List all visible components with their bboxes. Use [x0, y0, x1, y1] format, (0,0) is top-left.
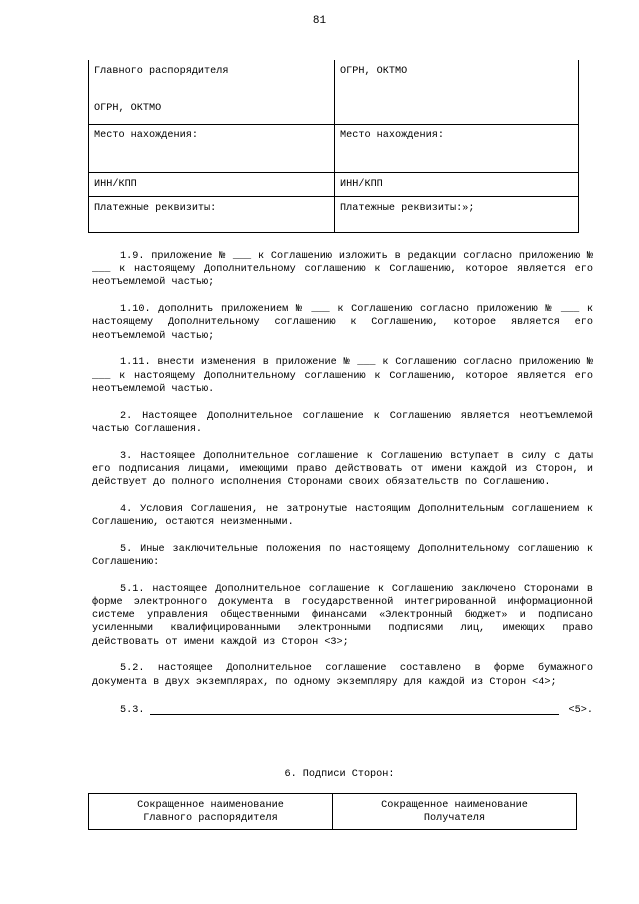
paragraph-5: 5. Иные заключительные положения по настоящему Дополнительному соглашению к Соглашению:	[92, 543, 593, 569]
signature-cell-right	[333, 794, 577, 830]
signatures-table	[88, 793, 577, 830]
table-row	[89, 124, 579, 172]
paragraph-4: 4. Условия Соглашения, не затронутые настоящим Дополнительным соглашением к Соглашению, остаются неизменными.	[92, 503, 593, 529]
requisites-cell-right	[335, 172, 579, 196]
requisites-right-ogrn: ОГРН, ОКТМО	[340, 66, 408, 77]
fill-in-line	[150, 702, 558, 715]
section-6-title: 6. Подписи Сторон:	[284, 769, 395, 780]
paragraph-5-3-footnote: <5>.	[568, 705, 593, 717]
requisites-cell-right	[335, 60, 579, 124]
signature-cell-left	[89, 794, 333, 830]
page-number: 81	[312, 15, 327, 27]
paragraph-1-11: 1.11. внести изменения в приложение № ___ к Соглашению согласно приложению № ___ к настоящему Дополнительному соглашению к Соглашению, которое является его неотъемлемой частью.	[92, 357, 593, 395]
requisites-left-ogrn: ОГРН, ОКТМО	[94, 103, 162, 115]
requisites-left-inn: ИНН/КПП	[94, 178, 137, 190]
requisites-left-payment: Платежные реквизиты:	[94, 202, 217, 214]
paragraph-5-2: 5.2. настоящее Дополнительное соглашение составлено в форме бумажного документа в двух экземплярах, по одному экземпляру для каждой из Сторон <4>;	[92, 663, 593, 688]
signature-right-line2: Получателя	[423, 813, 486, 825]
paragraph-3: 3. Настоящее Дополнительное соглашение к Соглашению вступает в силу с даты его подписания лицами, имеющими право действовать от имени каждой из Сторон, и действует до полного исполнения Сторонами своих обязательств по Соглашению.	[92, 450, 593, 489]
signature-left-line2: Главного распорядителя	[143, 813, 278, 825]
paragraph-5-1: 5.1. настоящее Дополнительное соглашение к Соглашению заключено Сторонами в форме электронного документа в государственной интегрированной информационной системе управления общественными финансами «Электронный бюджет» и подписано усиленными квалифицированными электронными подписями лиц, имеющих право действовать от имени каждой из Сторон <3>;	[92, 583, 593, 648]
requisites-cell-left	[89, 124, 335, 172]
requisites-table	[88, 60, 579, 233]
requisites-right-payment: Платежные реквизиты:»;	[340, 202, 475, 214]
paragraph-1-10: 1.10. дополнить приложением № ___ к Соглашению согласно приложению № ___ к настоящему Дополнительному соглашению к Соглашению, которое является его неотъемлемой частью;	[92, 304, 593, 342]
signature-right-line1: Сокращенное наименование	[381, 800, 528, 811]
table-row	[89, 794, 577, 830]
requisites-left-location: Место нахождения:	[94, 129, 198, 141]
requisites-cell-left	[89, 196, 335, 232]
requisites-cell-left	[89, 60, 335, 124]
requisites-right-inn: ИНН/КПП	[340, 178, 383, 190]
paragraph-2: 2. Настоящее Дополнительное соглашение к Соглашению является неотъемлемой частью Соглашения.	[92, 410, 593, 435]
requisites-cell-right	[335, 124, 579, 172]
table-row	[89, 172, 579, 196]
paragraph-1-9: 1.9. приложение № ___ к Соглашению изложить в редакции согласно приложению № ___ к настоящему Дополнительному соглашению к Соглашению, которое является его неотъемлемой частью;	[92, 251, 593, 289]
requisites-cell-left	[89, 172, 335, 196]
paragraph-5-3	[92, 702, 593, 717]
table-row	[89, 196, 579, 232]
requisites-cell-right	[335, 196, 579, 232]
document-body	[92, 250, 593, 717]
requisites-left-title: Главного распорядителя	[94, 66, 229, 77]
paragraph-5-3-label: 5.3.	[120, 705, 145, 717]
table-row	[89, 60, 579, 124]
requisites-right-location: Место нахождения:	[340, 129, 444, 141]
signature-left-line1: Сокращенное наименование	[137, 800, 284, 811]
